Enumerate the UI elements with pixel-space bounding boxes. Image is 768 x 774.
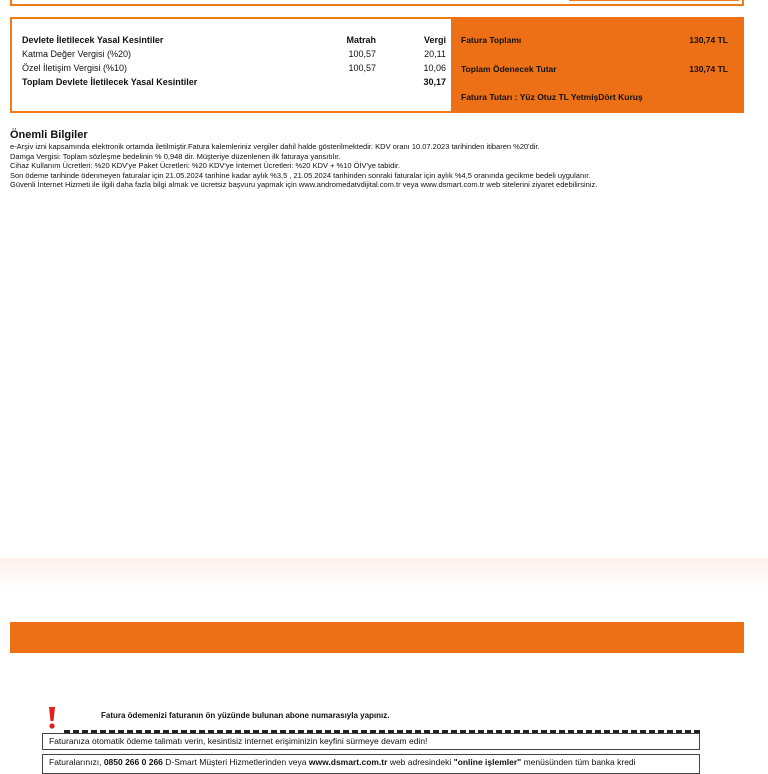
info-line: Damga Vergisi: Toplam sözleşme bedelinin % 0,948 dir. Müşteriye düzenlenen ilk faturaya yansıtılır. bbox=[10, 151, 341, 161]
invoice-total-row bbox=[461, 35, 728, 45]
tax-total-name: Toplam Devlete İletilecek Yasal Kesintiler bbox=[22, 77, 198, 87]
previous-section-inner-frame bbox=[569, 0, 739, 1]
contact-mid: D-Smart Müşteri Hizmetlerinden veya bbox=[162, 757, 309, 767]
tax-row-name: Özel İletişim Vergisi (%10) bbox=[22, 63, 128, 73]
invoice-total-label: Fatura Toplamı bbox=[461, 35, 522, 45]
invoice-summary-panel bbox=[451, 17, 744, 113]
orange-header-band bbox=[10, 622, 744, 653]
contact-suffix: menüsünden tüm banka kredi bbox=[521, 757, 636, 767]
tax-header-name: Devlete İletilecek Yasal Kesintiler bbox=[22, 35, 164, 45]
contact-prefix: Faturalarınızı, bbox=[49, 757, 104, 767]
tax-header-vergi: Vergi bbox=[423, 35, 446, 45]
payable-total-row bbox=[461, 64, 728, 74]
tax-table bbox=[22, 33, 446, 89]
auto-payment-notice: Faturanıza otomatik ödeme talimatı verin, kesintisiz internet erişiminizin keyfini sürmeye devam edin! bbox=[42, 733, 700, 750]
contact-mid2: web adresindeki bbox=[387, 757, 454, 767]
important-info-title: Önemli Bilgiler bbox=[10, 129, 88, 141]
tax-total-matrah bbox=[292, 75, 376, 89]
tax-header-matrah: Matrah bbox=[346, 35, 376, 45]
contact-online-menu: "online işlemler" bbox=[453, 757, 522, 767]
contact-notice bbox=[42, 754, 700, 774]
page-break bbox=[0, 558, 768, 590]
important-info-body bbox=[10, 142, 750, 190]
info-line: Güvenli İnternet Hizmeti ile ilgili daha fazla bilgi almak ve ücretsiz başvuru yapmak için www.andromedatvdijital.com.tr veya www.dsmart.com.tr web sitelerini ziyaret edebilirsiniz. bbox=[10, 180, 598, 189]
tax-row-name: Katma Değer Vergisi (%20) bbox=[22, 49, 132, 59]
tax-row bbox=[22, 61, 446, 75]
contact-phone: 0850 266 0 266 bbox=[103, 757, 163, 767]
info-line: Son ödeme tarihinde ödenmeyen faturalar için 21.05.2024 tarihine kadar aylık %3,5 , 21.05.2024 tarihinden sonraki faturalar için aylık %4,5 oranında gecikme bedeli uygulanır. bbox=[10, 170, 591, 180]
tax-table-header bbox=[22, 33, 446, 47]
exclamation-icon bbox=[45, 706, 59, 730]
contact-website-link[interactable]: www.dsmart.com.tr bbox=[308, 757, 388, 767]
amount-in-words: Fatura Tutarı : Yüz Otuz TL YetmişDört Kuruş bbox=[461, 92, 643, 102]
tax-total-vergi: 30,17 bbox=[423, 77, 446, 87]
tax-row-vergi: 10,06 bbox=[423, 63, 446, 73]
tax-total-row bbox=[22, 75, 446, 89]
payable-total-value: 130,74 TL bbox=[689, 64, 728, 74]
payable-total-label: Toplam Ödenecek Tutar bbox=[461, 64, 557, 74]
info-line: e-Arşiv izni kapsamında elektronik ortamda iletilmiştir.Fatura kalemleriniz vergiler dahil halde gösterilmektedir. KDV oranı 10.07.2023 tarihinden itibaren %20'dir. bbox=[10, 142, 540, 151]
tax-row bbox=[22, 47, 446, 61]
invoice-total-value: 130,74 TL bbox=[689, 35, 728, 45]
tax-row-vergi: 20,11 bbox=[424, 49, 446, 59]
info-line: Cihaz Kullanım Ücretleri: %20 KDV'ye Paket Ücretleri: %20 KDV'ye İnternet Ücretleri: %20 KDV + %10 ÖİV'ye tabidir. bbox=[10, 161, 401, 170]
payment-notice: Fatura ödemenizi faturanın ön yüzünde bulunan abone numarasıyla yapınız. bbox=[101, 711, 390, 720]
tax-row-matrah: 100,57 bbox=[348, 63, 376, 73]
tax-row-matrah: 100,57 bbox=[348, 49, 376, 59]
